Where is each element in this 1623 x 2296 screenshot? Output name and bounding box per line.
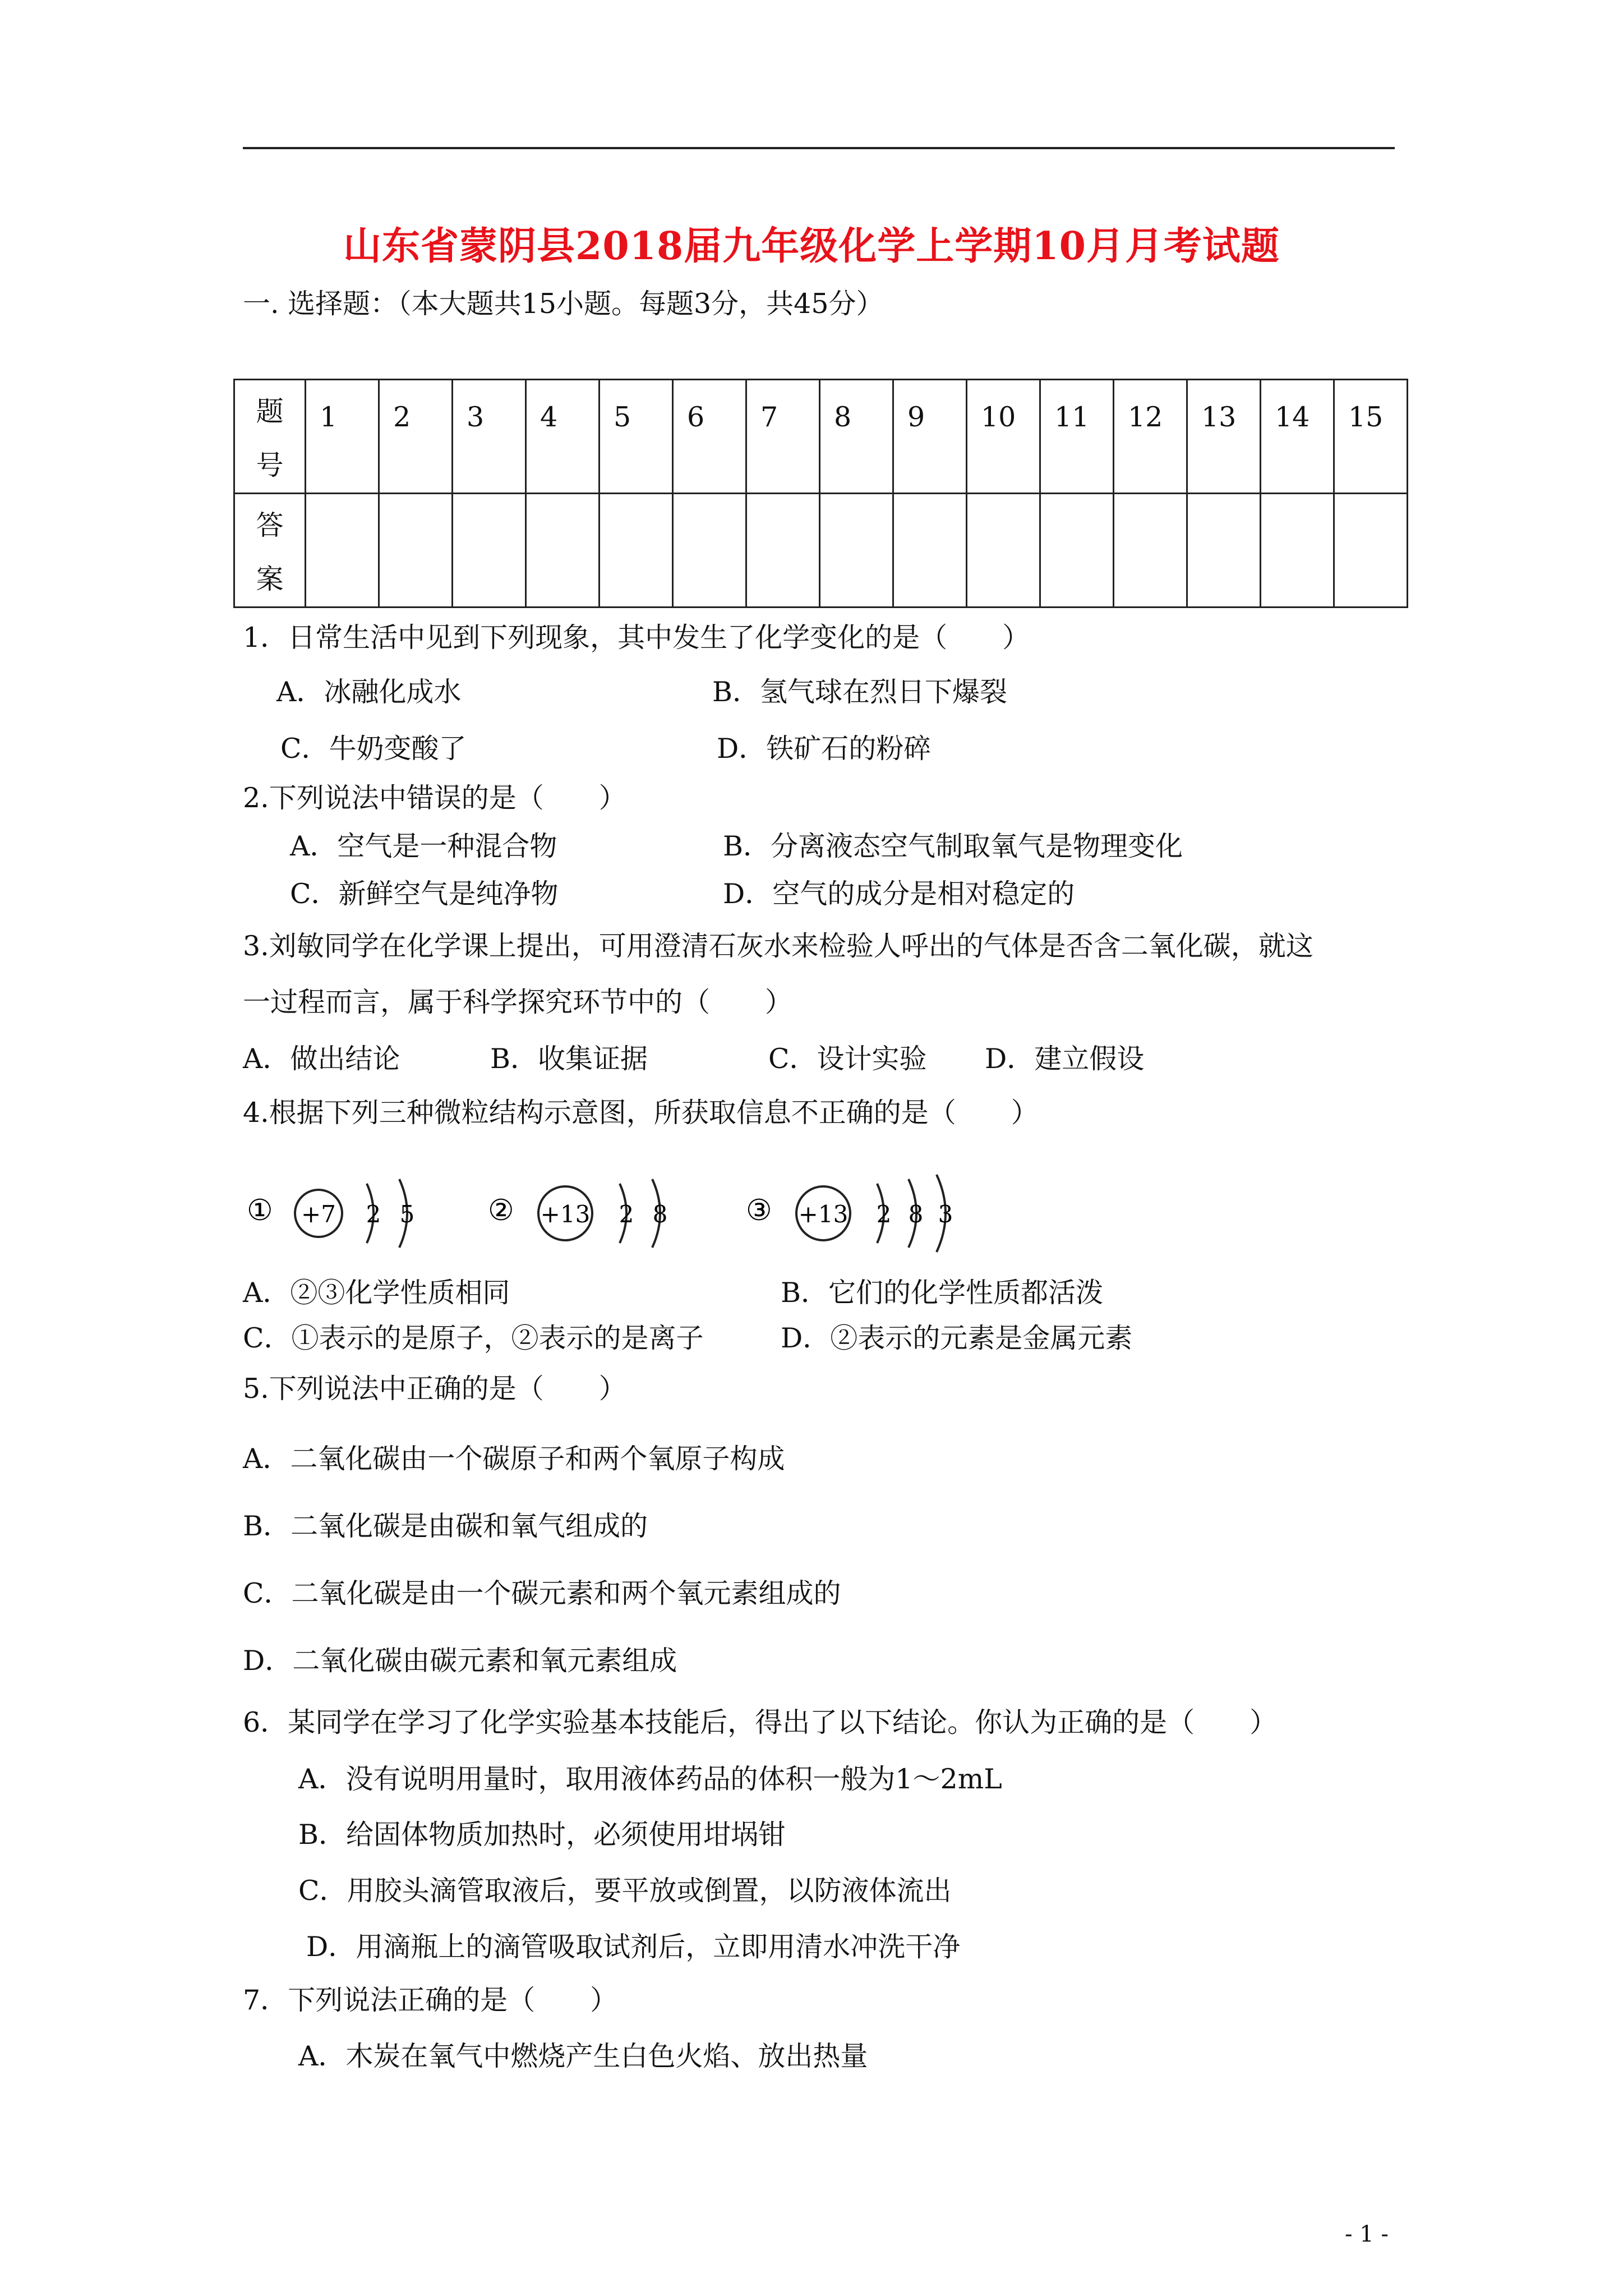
q6-stem: 6．某同学在学习了化学实验基本技能后，得出了以下结论。你认为正确的是（ ） [243, 1706, 1278, 1738]
question-number-cell: 2 [379, 380, 453, 494]
q7-option-a: A．木炭在氧气中燃烧产生白色火焰、放出热量 [298, 2040, 868, 2072]
q5-option-b: B．二氧化碳是由碳和氧气组成的 [243, 1510, 648, 1542]
q3-option-b: B．收集证据 [490, 1043, 648, 1075]
q3-stem-line2: 一过程而言，属于科学探究环节中的（ ） [243, 986, 793, 1018]
page-number: - 1 - [1345, 2221, 1389, 2247]
electron-count: 2 [366, 1200, 381, 1228]
q3-option-d: D．建立假设 [985, 1043, 1145, 1075]
electron-count: 8 [908, 1200, 924, 1228]
question-number-cell: 15 [1334, 380, 1408, 494]
table-head-char: 答 [256, 509, 284, 541]
answer-cell[interactable] [526, 494, 600, 608]
nucleus-charge: +7 [301, 1200, 336, 1228]
table-row-numbers [234, 380, 1408, 494]
q5-option-a: A．二氧化碳由一个碳原子和两个氧原子构成 [243, 1443, 785, 1475]
q1-option-b: B．氢气球在烈日下爆裂 [712, 676, 1008, 708]
nucleus-charge: +13 [540, 1200, 591, 1228]
q2-option-d: D．空气的成分是相对稳定的 [723, 878, 1075, 910]
q2-option-b: B．分离液态空气制取氧气是物理变化 [723, 830, 1183, 862]
particle-2 [488, 1179, 667, 1248]
q1-option-d: D．铁矿石的粉碎 [717, 733, 932, 765]
q7-stem: 7．下列说法正确的是（ ） [243, 1984, 618, 2016]
q6-option-c: C．用胶头滴管取液后，要平放或倒置，以防液体流出 [298, 1875, 952, 1907]
answer-cell[interactable] [893, 494, 967, 608]
table-head-cell [234, 380, 306, 494]
electron-count: 3 [938, 1200, 953, 1228]
electron-count: 2 [619, 1200, 634, 1228]
q3-stem-line1: 3.刘敏同学在化学课上提出，可用澄清石灰水来检验人呼出的气体是否含二氧化碳，就这 [243, 930, 1313, 962]
answer-cell[interactable] [1040, 494, 1114, 608]
q1-stem: 1．日常生活中见到下列现象，其中发生了化学变化的是（ ） [243, 622, 1030, 654]
question-number-cell: 3 [453, 380, 526, 494]
table-row-answers [234, 494, 1408, 608]
answer-cell[interactable] [306, 494, 379, 608]
table-head-cell [234, 494, 306, 608]
electron-count: 8 [652, 1200, 668, 1228]
answer-table [233, 379, 1408, 608]
q4-option-a: A．②③化学性质相同 [243, 1277, 510, 1309]
section-heading: 一. 选择题：（本大题共15小题。每题3分，共45分） [243, 288, 884, 320]
q1-option-c: C．牛奶变酸了 [280, 733, 467, 765]
question-number-cell: 9 [893, 380, 967, 494]
q2-option-a: A．空气是一种混合物 [290, 830, 557, 862]
question-number-cell: 11 [1040, 380, 1114, 494]
q5-option-d: D．二氧化碳由碳元素和氧元素组成 [243, 1645, 677, 1677]
q2-stem: 2.下列说法中错误的是（ ） [243, 782, 626, 814]
q6-option-a: A．没有说明用量时，取用液体药品的体积一般为1～2mL [298, 1763, 1002, 1795]
electron-count: 2 [876, 1200, 892, 1228]
answer-cell[interactable] [673, 494, 746, 608]
particle-1 [247, 1179, 414, 1248]
question-number-cell: 12 [1114, 380, 1187, 494]
particle-label: ③ [746, 1194, 772, 1227]
q2-option-c: C．新鲜空气是纯净物 [290, 878, 559, 910]
answer-cell[interactable] [820, 494, 893, 608]
question-number-cell: 14 [1261, 380, 1334, 494]
particle-label: ② [488, 1194, 514, 1227]
question-number-cell: 4 [526, 380, 600, 494]
answer-cell[interactable] [1114, 494, 1187, 608]
top-rule [243, 147, 1395, 149]
question-number-cell: 5 [600, 380, 673, 494]
electron-count: 5 [399, 1200, 415, 1228]
question-number-cell: 13 [1187, 380, 1261, 494]
page-title: 山东省蒙阴县2018届九年级化学上学期10月月考试题 [343, 224, 1280, 269]
question-number-cell: 10 [967, 380, 1040, 494]
question-number-cell: 8 [820, 380, 893, 494]
answer-cell[interactable] [1187, 494, 1261, 608]
q3-option-a: A．做出结论 [243, 1043, 400, 1075]
table-head-char: 案 [256, 563, 284, 595]
question-number-cell: 6 [673, 380, 746, 494]
q6-option-b: B．给固体物质加热时，必须使用坩埚钳 [298, 1819, 786, 1851]
answer-cell[interactable] [1261, 494, 1334, 608]
q4-option-d: D．②表示的元素是金属元素 [781, 1322, 1133, 1354]
q3-option-c: C．设计实验 [768, 1043, 927, 1075]
q6-option-d: D．用滴瓶上的滴管吸取试剂后，立即用清水冲洗干净 [306, 1931, 961, 1963]
particle-3 [746, 1175, 953, 1252]
particle-label: ① [247, 1194, 273, 1227]
q4-option-b: B．它们的化学性质都活泼 [781, 1277, 1104, 1309]
q4-option-c: C．①表示的是原子，②表示的是离子 [243, 1322, 704, 1354]
answer-cell[interactable] [746, 494, 820, 608]
answer-cell[interactable] [600, 494, 673, 608]
answer-cell[interactable] [379, 494, 453, 608]
question-number-cell: 7 [746, 380, 820, 494]
nucleus-charge: +13 [798, 1200, 849, 1228]
answer-cell[interactable] [1334, 494, 1408, 608]
atomic-structure-diagram [247, 1167, 1009, 1273]
q1-option-a: A．冰融化成水 [276, 676, 462, 708]
q5-stem: 5.下列说法中正确的是（ ） [243, 1373, 626, 1405]
answer-cell[interactable] [967, 494, 1040, 608]
question-number-cell: 1 [306, 380, 379, 494]
table-head-char: 题 [256, 395, 284, 427]
q4-stem: 4.根据下列三种微粒结构示意图，所获取信息不正确的是（ ） [243, 1097, 1039, 1129]
answer-cell[interactable] [453, 494, 526, 608]
table-head-char: 号 [256, 449, 284, 481]
q5-option-c: C．二氧化碳是由一个碳元素和两个氧元素组成的 [243, 1577, 841, 1609]
